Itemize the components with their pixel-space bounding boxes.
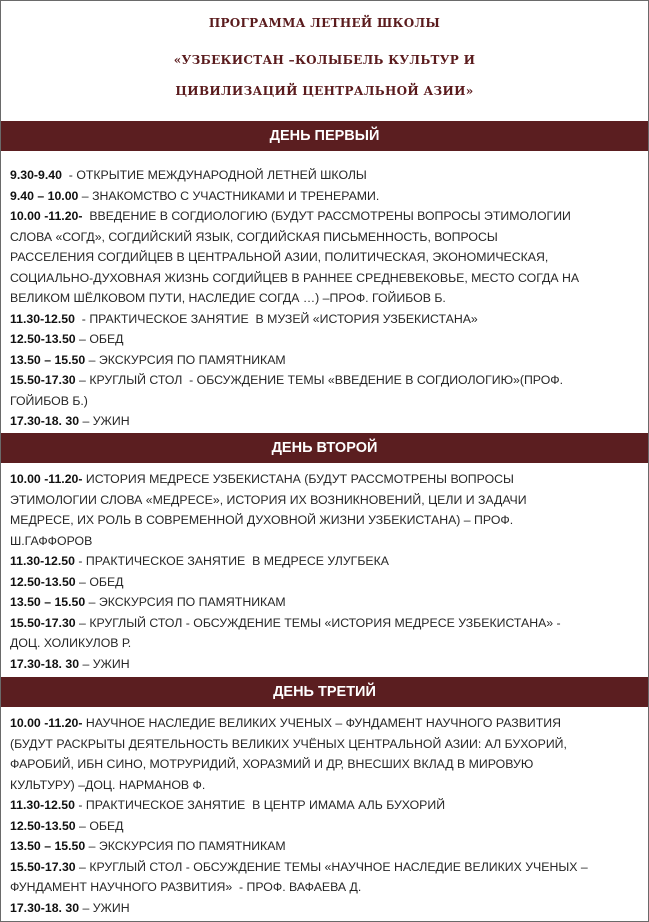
schedule-time: 10.00 -11.20- xyxy=(10,472,83,486)
schedule-line xyxy=(10,816,642,837)
schedule-time: 17.30-18. 30 xyxy=(10,656,80,671)
schedule-time: 12.50-13.50 xyxy=(10,818,76,833)
schedule-time: 13.50 – 15.50 xyxy=(10,352,86,367)
schedule-text: ФУНДАМЕНТ НАУЧНОГО РАЗВИТИЯ» - ПРОФ. ВАФАЕВА Д. xyxy=(10,880,362,894)
schedule-text: РАССЕЛЕНИЯ СОГДИЙЦЕВ В ЦЕНТРАЛЬНОЙ АЗИИ, ПОЛИТИЧЕСКАЯ, ЭКОНОМИЧЕСКАЯ, xyxy=(10,250,549,264)
schedule-text: - ПРАКТИЧЕСКОЕ ЗАНЯТИЕ В МЕДРЕСЕ УЛУГБЕКА xyxy=(74,554,389,568)
schedule-text: – ОБЕД xyxy=(75,818,124,833)
title-line-2: «УЗБЕКИСТАН –КОЛЫБЕЛЬ КУЛЬТУР И xyxy=(173,53,476,67)
schedule-time: 10.00 -11.20- xyxy=(10,209,83,223)
schedule-text: – ЭКСКУРСИЯ ПО ПАМЯТНИКАМ xyxy=(85,839,286,853)
schedule-line xyxy=(10,469,642,490)
schedule-line xyxy=(10,795,642,816)
schedule-line xyxy=(10,370,642,391)
schedule-line xyxy=(10,268,642,289)
schedule-line xyxy=(10,592,642,613)
schedule-line xyxy=(10,572,642,593)
schedule-line xyxy=(10,633,642,654)
schedule-text: ЭТИМОЛОГИИ СЛОВА «МЕДРЕСЕ», ИСТОРИЯ ИХ ВОЗНИКНОВЕНИЙ, ЦЕЛИ И ЗАДАЧИ xyxy=(10,492,527,507)
schedule-text: – КРУГЛЫЙ СТОЛ - ОБСУЖДЕНИЕ ТЕМЫ «НАУЧНОЕ НАСЛЕДИЕ ВЕЛИКИХ УЧЕНЫХ – xyxy=(75,859,588,874)
schedule-text: – ЭКСКУРСИЯ ПО ПАМЯТНИКАМ xyxy=(85,595,286,609)
schedule-text: Ш.ГАФФОРОВ xyxy=(10,533,93,548)
schedule-text: – КРУГЛЫЙ СТОЛ - ОБСУЖДЕНИЕ ТЕМЫ «ИСТОРИЯ МЕДРЕСЕ УЗБЕКИСТАНА» - xyxy=(75,615,561,630)
schedule-line xyxy=(10,754,642,775)
schedule-line xyxy=(10,227,642,248)
schedule-line xyxy=(10,877,642,898)
schedule-line xyxy=(10,531,642,552)
schedule-line xyxy=(10,165,642,186)
schedule-text: ГОЙИБОВ Б.) xyxy=(10,393,88,408)
schedule-text: НАУЧНОЕ НАСЛЕДИЕ ВЕЛИКИХ УЧЕНЫХ – ФУНДАМЕНТ НАУЧНОГО РАЗВИТИЯ xyxy=(82,716,561,730)
schedule-time: 17.30-18. 30 xyxy=(10,900,80,915)
schedule-text: – УЖИН xyxy=(79,414,130,428)
schedule-line xyxy=(10,613,642,634)
day-one-schedule xyxy=(10,165,642,432)
schedule-text: СЛОВА «СОГД», СОГДИЙСКИЙ ЯЗЫК, СОГДИЙСКАЯ ПИСЬМЕННОСТЬ, ВОПРОСЫ xyxy=(10,229,498,244)
schedule-line xyxy=(10,186,642,207)
schedule-text: (БУДУТ РАСКРЫТЫ ДЕЯТЕЛЬНОСТЬ ВЕЛИКИХ УЧЁНЫХ ЦЕНТРАЛЬНОЙ АЗИИ: АЛ БУХОРИЙ, xyxy=(10,736,567,751)
schedule-text: КУЛЬТУРУ) –ДОЦ. НАРМАНОВ Ф. xyxy=(10,777,206,792)
day-three-header: ДЕНЬ ТРЕТИЙ xyxy=(1,677,648,707)
schedule-line xyxy=(10,411,642,432)
schedule-time: 15.50-17.30 xyxy=(10,859,76,874)
schedule-text: ВВЕДЕНИЕ В СОГДИОЛОГИЮ (БУДУТ РАССМОТРЕНЫ ВОПРОСЫ ЭТИМОЛОГИИ xyxy=(82,209,571,223)
day-two-schedule xyxy=(10,469,642,674)
schedule-text: – ОБЕД xyxy=(75,332,124,346)
schedule-line xyxy=(10,654,642,675)
schedule-text: – УЖИН xyxy=(79,656,130,671)
schedule-line xyxy=(10,350,642,371)
schedule-text: СОЦИАЛЬНО-ДУХОВНАЯ ЖИЗНЬ СОГДИЙЦЕВ В РАННЕЕ СРЕДНЕВЕКОВЬЕ, МЕСТО СОГДА НА xyxy=(10,270,580,285)
schedule-time: 15.50-17.30 xyxy=(10,373,76,387)
schedule-line xyxy=(10,713,642,734)
schedule-text: – КРУГЛЫЙ СТОЛ - ОБСУЖДЕНИЕ ТЕМЫ «ВВЕДЕНИЕ В СОГДИОЛОГИЮ»(ПРОФ. xyxy=(75,373,564,387)
schedule-line xyxy=(10,551,642,572)
schedule-line xyxy=(10,836,642,857)
schedule-line xyxy=(10,734,642,755)
schedule-text: ФАРОБИЙ, ИБН СИНО, МОТРУРИДИЙ, ХОРАЗМИЙ И ДР, ВНЕСШИХ ВКЛАД В МИРОВУЮ xyxy=(10,757,534,771)
schedule-text: – ЗНАКОМСТВО С УЧАСТНИКАМИ И ТРЕНЕРАМИ. xyxy=(78,188,380,203)
schedule-time: 11.30-12.50 xyxy=(10,798,75,812)
schedule-time: 11.30-12.50 xyxy=(10,554,75,568)
schedule-line xyxy=(10,510,642,531)
schedule-text: ДОЦ. ХОЛИКУЛОВ Р. xyxy=(10,636,132,650)
schedule-time: 12.50-13.50 xyxy=(10,574,76,589)
schedule-line xyxy=(10,329,642,350)
schedule-line xyxy=(10,309,642,330)
day-three-schedule xyxy=(10,713,642,918)
schedule-text: – ОБЕД xyxy=(75,574,124,589)
schedule-line xyxy=(10,898,642,919)
schedule-time: 9.40 – 10.00 xyxy=(10,188,79,203)
title-line-3: ЦИВИЛИЗАЦИЙ ЦЕНТРАЛЬНОЙ АЗИИ» xyxy=(175,84,474,98)
schedule-time: 15.50-17.30 xyxy=(10,615,76,630)
schedule-line xyxy=(10,391,642,412)
schedule-text: – УЖИН xyxy=(79,900,130,915)
schedule-time: 10.00 -11.20- xyxy=(10,716,83,730)
schedule-line xyxy=(10,288,642,309)
schedule-time: 13.50 – 15.50 xyxy=(10,595,86,609)
schedule-text: ВЕЛИКОМ ШЁЛКОВОМ ПУТИ, НАСЛЕДИЕ СОГДА …) –ПРОФ. ГОЙИБОВ Б. xyxy=(10,291,446,305)
schedule-time: 9.30-9.40 xyxy=(10,168,62,182)
schedule-time: 17.30-18. 30 xyxy=(10,414,80,428)
schedule-text: МЕДРЕСЕ, ИХ РОЛЬ В СОВРЕМЕННОЙ ДУХОВНОЙ ЖИЗНИ УЗБЕКИСТАНА) – ПРОФ. xyxy=(10,513,514,527)
schedule-line xyxy=(10,206,642,227)
schedule-time: 11.30-12.50 xyxy=(10,311,75,326)
schedule-text: - ПРАКТИЧЕСКОЕ ЗАНЯТИЕ В МУЗЕЙ «ИСТОРИЯ УЗБЕКИСТАНА» xyxy=(74,311,478,326)
schedule-text: - ОТКРЫТИЕ МЕЖДУНАРОДНОЙ ЛЕТНЕЙ ШКОЛЫ xyxy=(61,168,367,182)
schedule-text: - ПРАКТИЧЕСКОЕ ЗАНЯТИЕ В ЦЕНТР ИМАМА АЛЬ БУХОРИЙ xyxy=(74,798,446,812)
schedule-line xyxy=(10,857,642,878)
schedule-line xyxy=(10,490,642,511)
schedule-line xyxy=(10,247,642,268)
schedule-time: 12.50-13.50 xyxy=(10,332,76,346)
schedule-line xyxy=(10,775,642,796)
day-one-header: ДЕНЬ ПЕРВЫЙ xyxy=(1,121,648,151)
day-two-header: ДЕНЬ ВТОРОЙ xyxy=(1,433,648,463)
title-line-1: ПРОГРАММА ЛЕТНЕЙ ШКОЛЫ xyxy=(208,16,441,30)
schedule-time: 13.50 – 15.50 xyxy=(10,839,86,853)
schedule-text: ИСТОРИЯ МЕДРЕСЕ УЗБЕКИСТАНА (БУДУТ РАССМОТРЕНЫ ВОПРОСЫ xyxy=(82,472,514,486)
schedule-text: – ЭКСКУРСИЯ ПО ПАМЯТНИКАМ xyxy=(85,352,286,367)
